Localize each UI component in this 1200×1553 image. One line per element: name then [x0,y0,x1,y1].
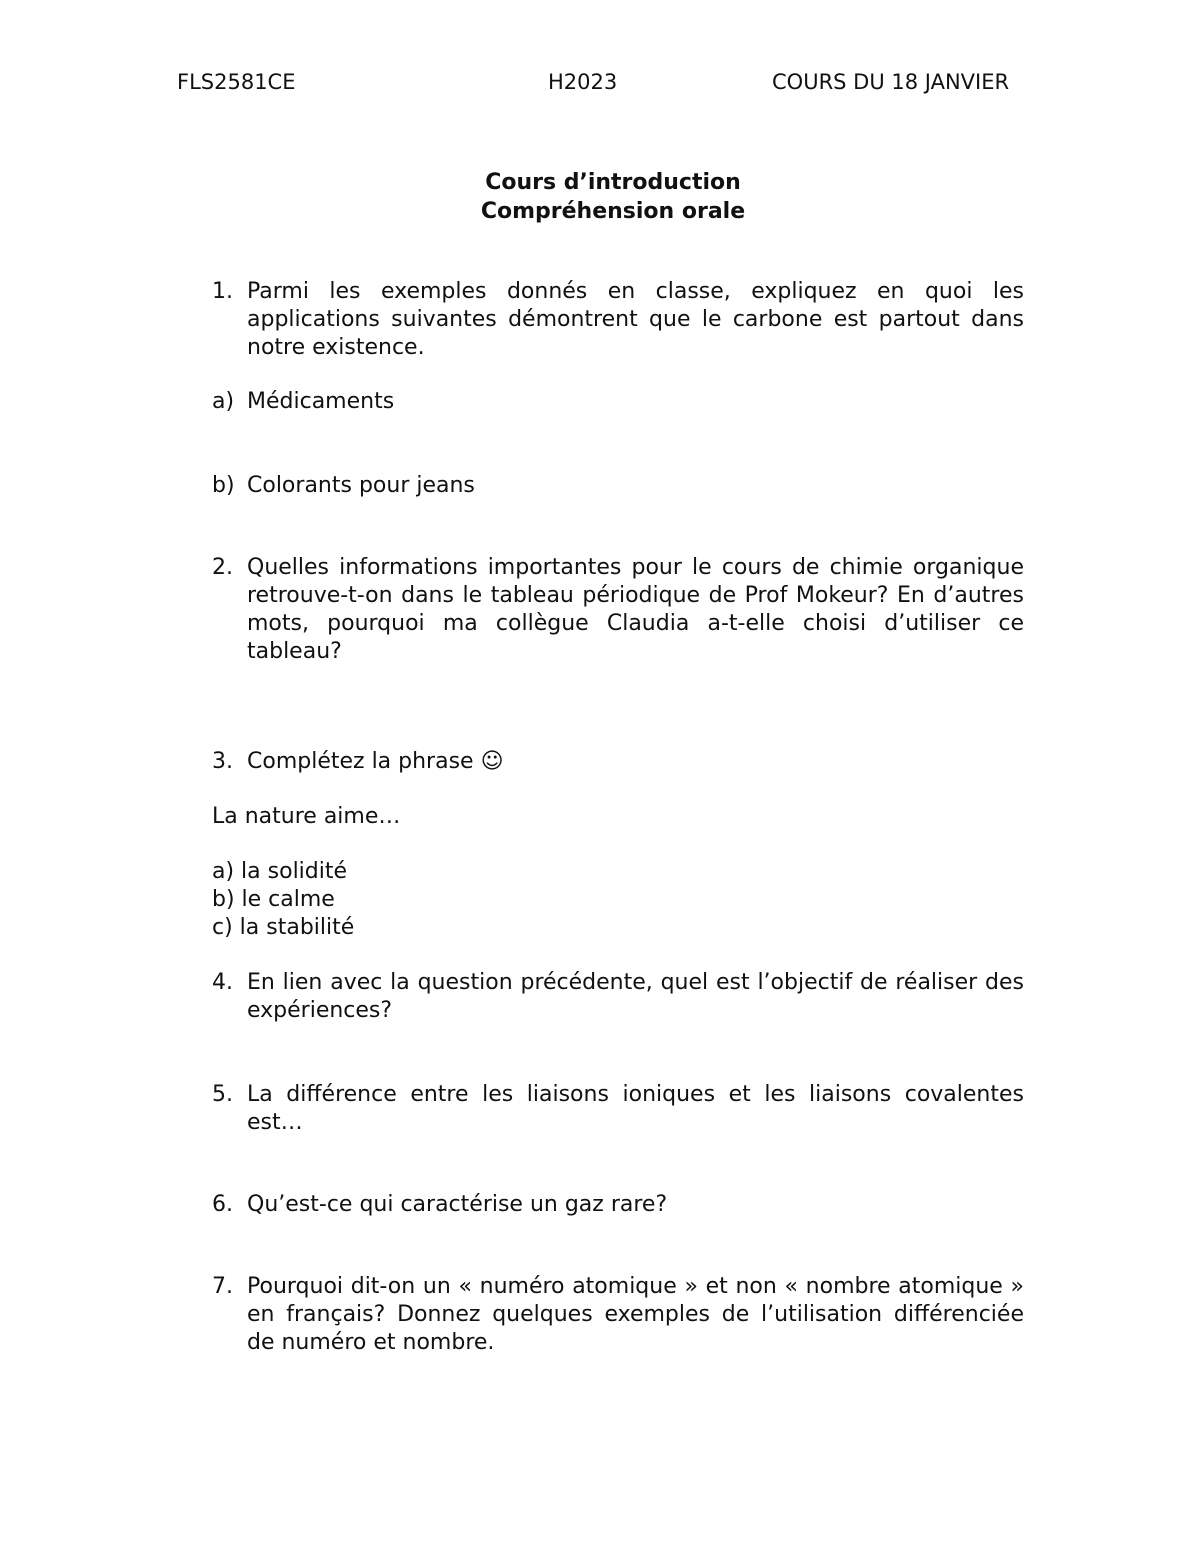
question-5 [212,1081,1024,1137]
q1-item-a [212,388,1024,416]
question-3 [212,748,1024,776]
item-text: Colorants pour jeans [247,473,475,498]
question-text: En lien avec la question précédente, quel est l’objectif de réaliser des expériences? [247,970,1024,1023]
question-number: 4. [212,970,233,995]
question-text: Qu’est-ce qui caractérise un gaz rare? [247,1192,668,1217]
question-number: 1. [212,279,233,304]
question-number: 6. [212,1192,233,1217]
question-7 [212,1273,1024,1357]
question-4 [212,969,1024,1025]
question-list [212,278,1024,1357]
question-1 [212,278,1024,362]
title-line-2: Compréhension orale [480,199,746,224]
question-6 [212,1191,1024,1219]
question-number: 7. [212,1274,233,1299]
title-line-1: Cours d’introduction [485,170,741,195]
question-text: Complétez la phrase ☺ [247,749,504,774]
page-header [0,70,1200,102]
course-date: COURS DU 18 JANVIER [772,70,1010,94]
question-text: La différence entre les liaisons ioniques et les liaisons covalentes est… [247,1082,1024,1135]
item-label: a) [212,389,235,414]
item-label: b) [212,473,235,498]
question-number: 3. [212,749,233,774]
term-label: H2023 [548,70,618,94]
question-text: Parmi les exemples donnés en classe, expliquez en quoi les applications suivantes démontrent que le carbone est partout dans notre existence. [247,279,1024,360]
q3-prompt: La nature aime… [212,804,401,829]
q3-option-b: b) le calme [212,887,335,912]
item-text: Médicaments [247,389,395,414]
course-code: FLS2581CE [177,70,296,94]
question-2 [212,554,1024,666]
q3-options [212,858,1024,942]
question-number: 5. [212,1082,233,1107]
document-title [0,168,1200,226]
question-number: 2. [212,555,233,580]
q3-option-c: c) la stabilité [212,915,355,940]
question-text: Pourquoi dit-on un « numéro atomique » et non « nombre atomique » en français? Donnez quelques exemples de l’utilisation différenciée de numéro et nombre. [247,1274,1024,1355]
q1-item-b [212,472,1024,500]
q3-option-a: a) la solidité [212,859,348,884]
question-text: Quelles informations importantes pour le cours de chimie organique retrouve-t-on dans le tableau périodique de Prof Mokeur? En d’autres mots, pourquoi ma collègue Claudia a-t-elle choisi d’utiliser ce tableau? [247,555,1024,664]
